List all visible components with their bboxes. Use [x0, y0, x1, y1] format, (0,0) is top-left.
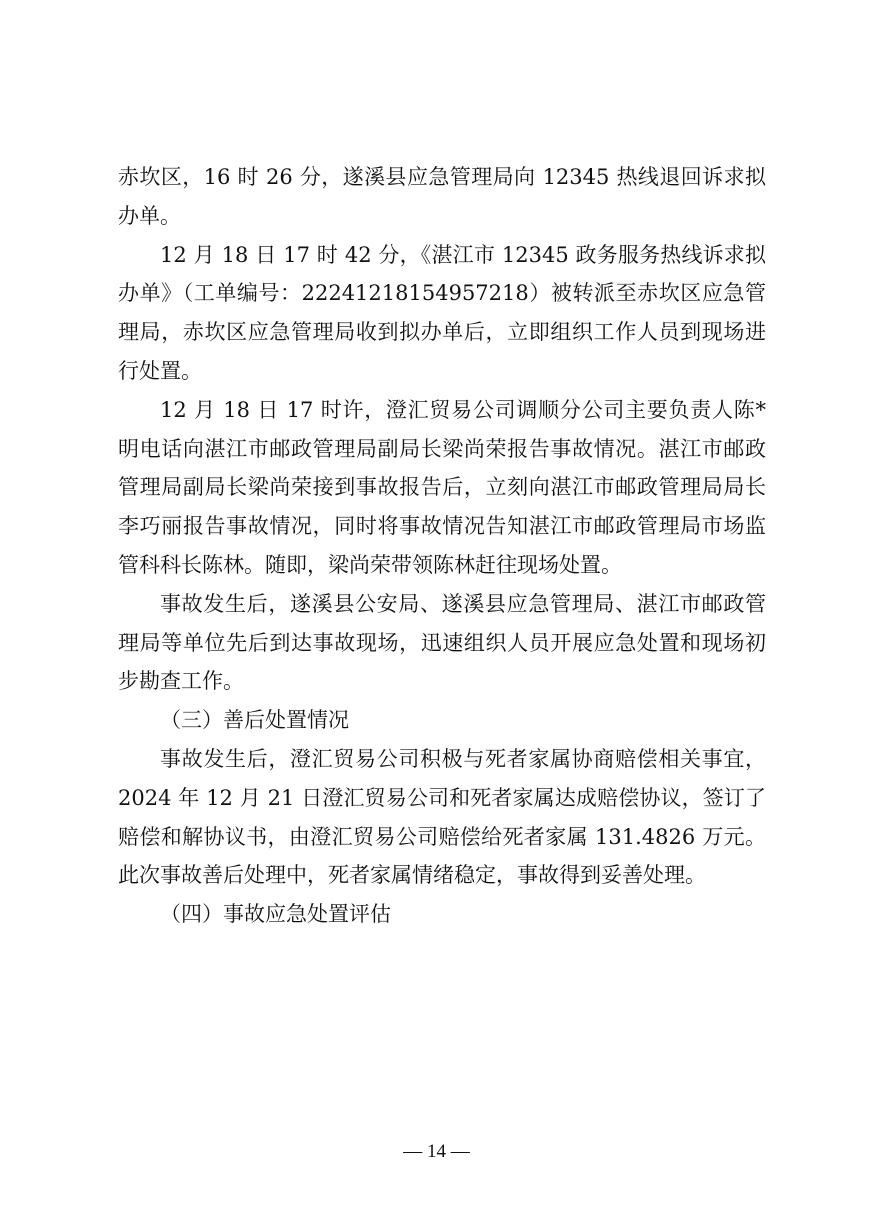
section-heading-aftermath: （三）善后处置情况 — [160, 708, 349, 733]
paragraph-accident-report: 12 月 18 日 17 时许，澄汇贸易公司调顺分公司主要负责人陈*明电话向湛江市邮政管理局副局长梁尚荣报告事故情况。湛江市邮政管理局副局长梁尚荣接到事故报告后，立刻向湛江市邮政管理局局长李巧丽报告事故情况，同时将事故情况告知湛江市邮政管理局市场监管科科长陈林。随即，梁尚荣带领陈林赶往现场处置。 — [118, 397, 766, 577]
paragraph-emergency-response: 事故发生后，遂溪县公安局、遂溪县应急管理局、湛江市邮政管理局等单位先后到达事故现场，迅速组织人员开展应急处置和现场初步勘查工作。 — [118, 591, 766, 694]
section-heading-evaluation: （四）事故应急处置评估 — [160, 902, 391, 927]
page-number: — 14 — — [403, 1141, 470, 1162]
paragraph-hotline-dispatch: 12 月 18 日 17 时 42 分，《湛江市 12345 政务服务热线诉求拟办单》（工单编号：22241218154957218）被转派至赤坎区应急管理局，赤坎区应急管理局收到拟办单后，立即组织工作人员到现场进行处置。 — [118, 242, 766, 383]
paragraph-continuation: 赤坎区，16 时 26 分，遂溪县应急管理局向 12345 热线退回诉求拟办单。 — [118, 165, 766, 228]
document-body — [118, 158, 766, 934]
paragraph-compensation: 事故发生后，澄汇贸易公司积极与死者家属协商赔偿相关事宜，2024 年 12 月 21 日澄汇贸易公司和死者家属达成赔偿协议，签订了赔偿和解协议书，由澄汇贸易公司赔偿给死者家属 131.4826 万元。此次事故善后处理中，死者家属情绪稳定，事故得到妥善处理。 — [118, 746, 766, 888]
